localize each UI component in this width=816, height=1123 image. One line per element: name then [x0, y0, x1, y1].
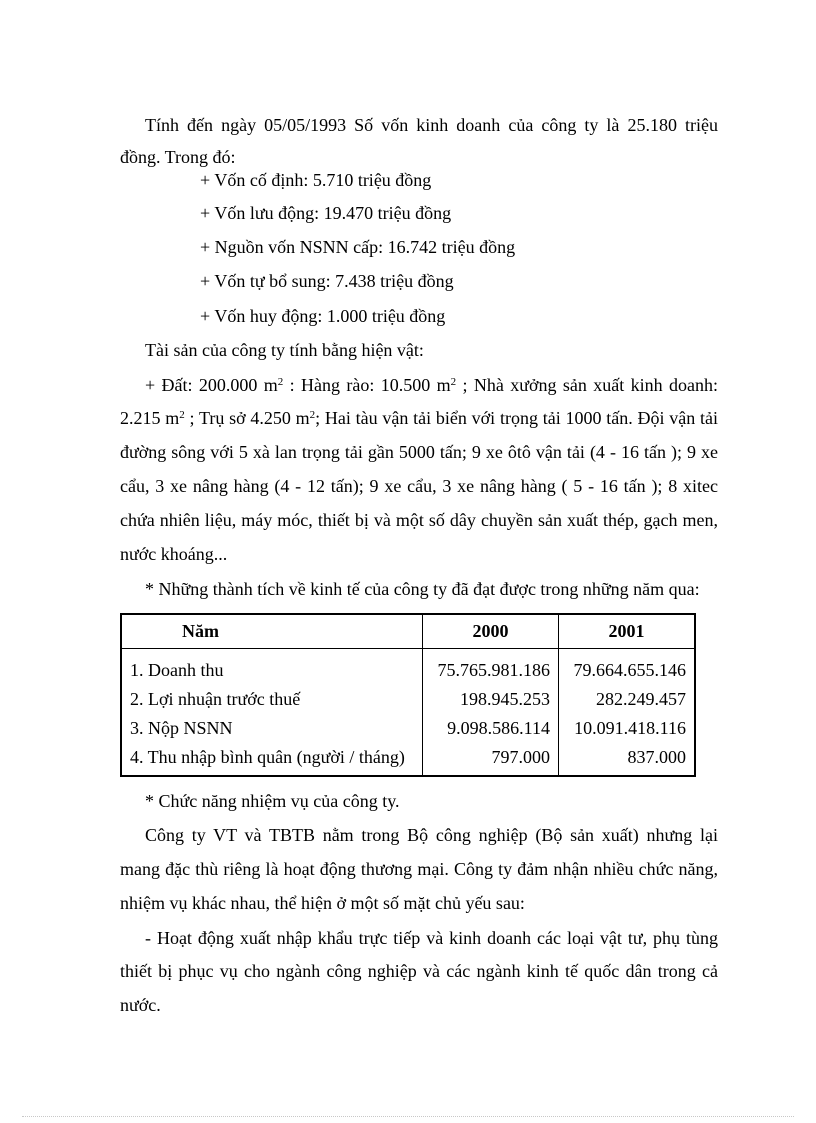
row-label: 1. Doanh thu — [130, 659, 224, 680]
assets-text: + Đất: 200.000 m — [145, 375, 278, 395]
functions-p2-line-2: thiết bị phục vụ cho ngành công nghiệp và các ngành kinh tế quốc dân trong cả — [120, 961, 718, 981]
row-label: 3. Nộp NSNN — [130, 717, 233, 738]
assets-text: ; Trụ sở 4.250 m — [184, 408, 310, 428]
intro-line-1: Tính đến ngày 05/05/1993 Số vốn kinh doanh của công ty là 25.180 triệu — [145, 115, 718, 135]
capital-item: + Vốn huy động: 1.000 triệu đồng — [200, 306, 446, 326]
assets-line-2 — [120, 407, 718, 429]
assets-text: 2.215 m — [120, 408, 180, 428]
superscript: 2 — [450, 376, 457, 388]
cell-2001: 79.664.655.146 — [558, 649, 695, 685]
assets-text: ; Nhà xưởng sản xuất kinh doanh: — [456, 375, 718, 395]
achievements-heading: * Những thành tích về kinh tế của công ty đã đạt được trong những năm qua: — [145, 579, 700, 599]
cell-2000: 75.765.981.186 — [422, 649, 558, 685]
header-year: Năm — [121, 614, 422, 649]
page-bottom-divider — [22, 1116, 794, 1117]
cell-2000: 198.945.253 — [422, 684, 558, 713]
functions-p2-line-3: nước. — [120, 995, 161, 1015]
table-row — [121, 742, 695, 776]
assets-line-3: đường sông với 5 xà lan trọng tải gần 5000 tấn; 9 xe ôtô vận tải (4 - 16 tấn ); 9 xe — [120, 442, 718, 462]
row-label: 2. Lợi nhuận trước thuế — [130, 688, 301, 709]
assets-line-1 — [145, 374, 718, 396]
cell-2001: 282.249.457 — [558, 684, 695, 713]
functions-p1-line-3: nhiệm vụ khác nhau, thể hiện ở một số mặt chủ yếu sau: — [120, 893, 525, 913]
assets-text: : Hàng rào: 10.500 m — [283, 375, 451, 395]
superscript: 2 — [277, 376, 284, 388]
functions-p2-line-1: - Hoạt động xuất nhập khẩu trực tiếp và kinh doanh các loại vật tư, phụ tùng — [145, 928, 718, 948]
assets-line-4: cẩu, 3 xe nâng hàng (4 - 12 tấn); 9 xe cẩu, 3 xe nâng hàng ( 5 - 16 tấn ); 8 xitec — [120, 476, 718, 496]
assets-text: ; Hai tàu vận tải biển với trọng tải 1000 tấn. Đội vận tải — [315, 408, 718, 428]
table-header-row — [121, 614, 695, 649]
table-row — [121, 713, 695, 742]
row-label: 4. Thu nhập bình quân (người / tháng) — [130, 746, 405, 767]
capital-item: + Vốn tự bổ sung: 7.438 triệu đồng — [200, 271, 454, 291]
functions-heading: * Chức năng nhiệm vụ của công ty. — [145, 791, 400, 811]
cell-2001: 10.091.418.116 — [558, 713, 695, 742]
header-2001: 2001 — [558, 614, 695, 649]
header-2000: 2000 — [422, 614, 558, 649]
table-row — [121, 649, 695, 685]
achievements-table — [120, 613, 696, 777]
capital-item: + Vốn cố định: 5.710 triệu đồng — [200, 170, 432, 190]
functions-p1-line-1: Công ty VT và TBTB nằm trong Bộ công nghiệp (Bộ sản xuất) nhưng lại — [145, 825, 718, 845]
assets-line-6: nước khoáng... — [120, 544, 228, 564]
capital-item: + Nguồn vốn NSNN cấp: 16.742 triệu đồng — [200, 237, 516, 257]
assets-heading: Tài sản của công ty tính bằng hiện vật: — [145, 340, 424, 360]
intro-line-2: đồng. Trong đó: — [120, 147, 236, 167]
table-row — [121, 684, 695, 713]
cell-2000: 9.098.586.114 — [422, 713, 558, 742]
functions-p1-line-2: mang đặc thù riêng là hoạt động thương mại. Công ty đảm nhận nhiều chức năng, — [120, 859, 718, 879]
cell-2000: 797.000 — [422, 742, 558, 776]
superscript: 2 — [309, 409, 316, 421]
cell-2001: 837.000 — [558, 742, 695, 776]
superscript: 2 — [179, 409, 185, 421]
capital-item: + Vốn lưu động: 19.470 triệu đồng — [200, 203, 452, 223]
assets-line-5: chứa nhiên liệu, máy móc, thiết bị và một số dây chuyền sản xuất thép, gạch men, — [120, 510, 718, 530]
